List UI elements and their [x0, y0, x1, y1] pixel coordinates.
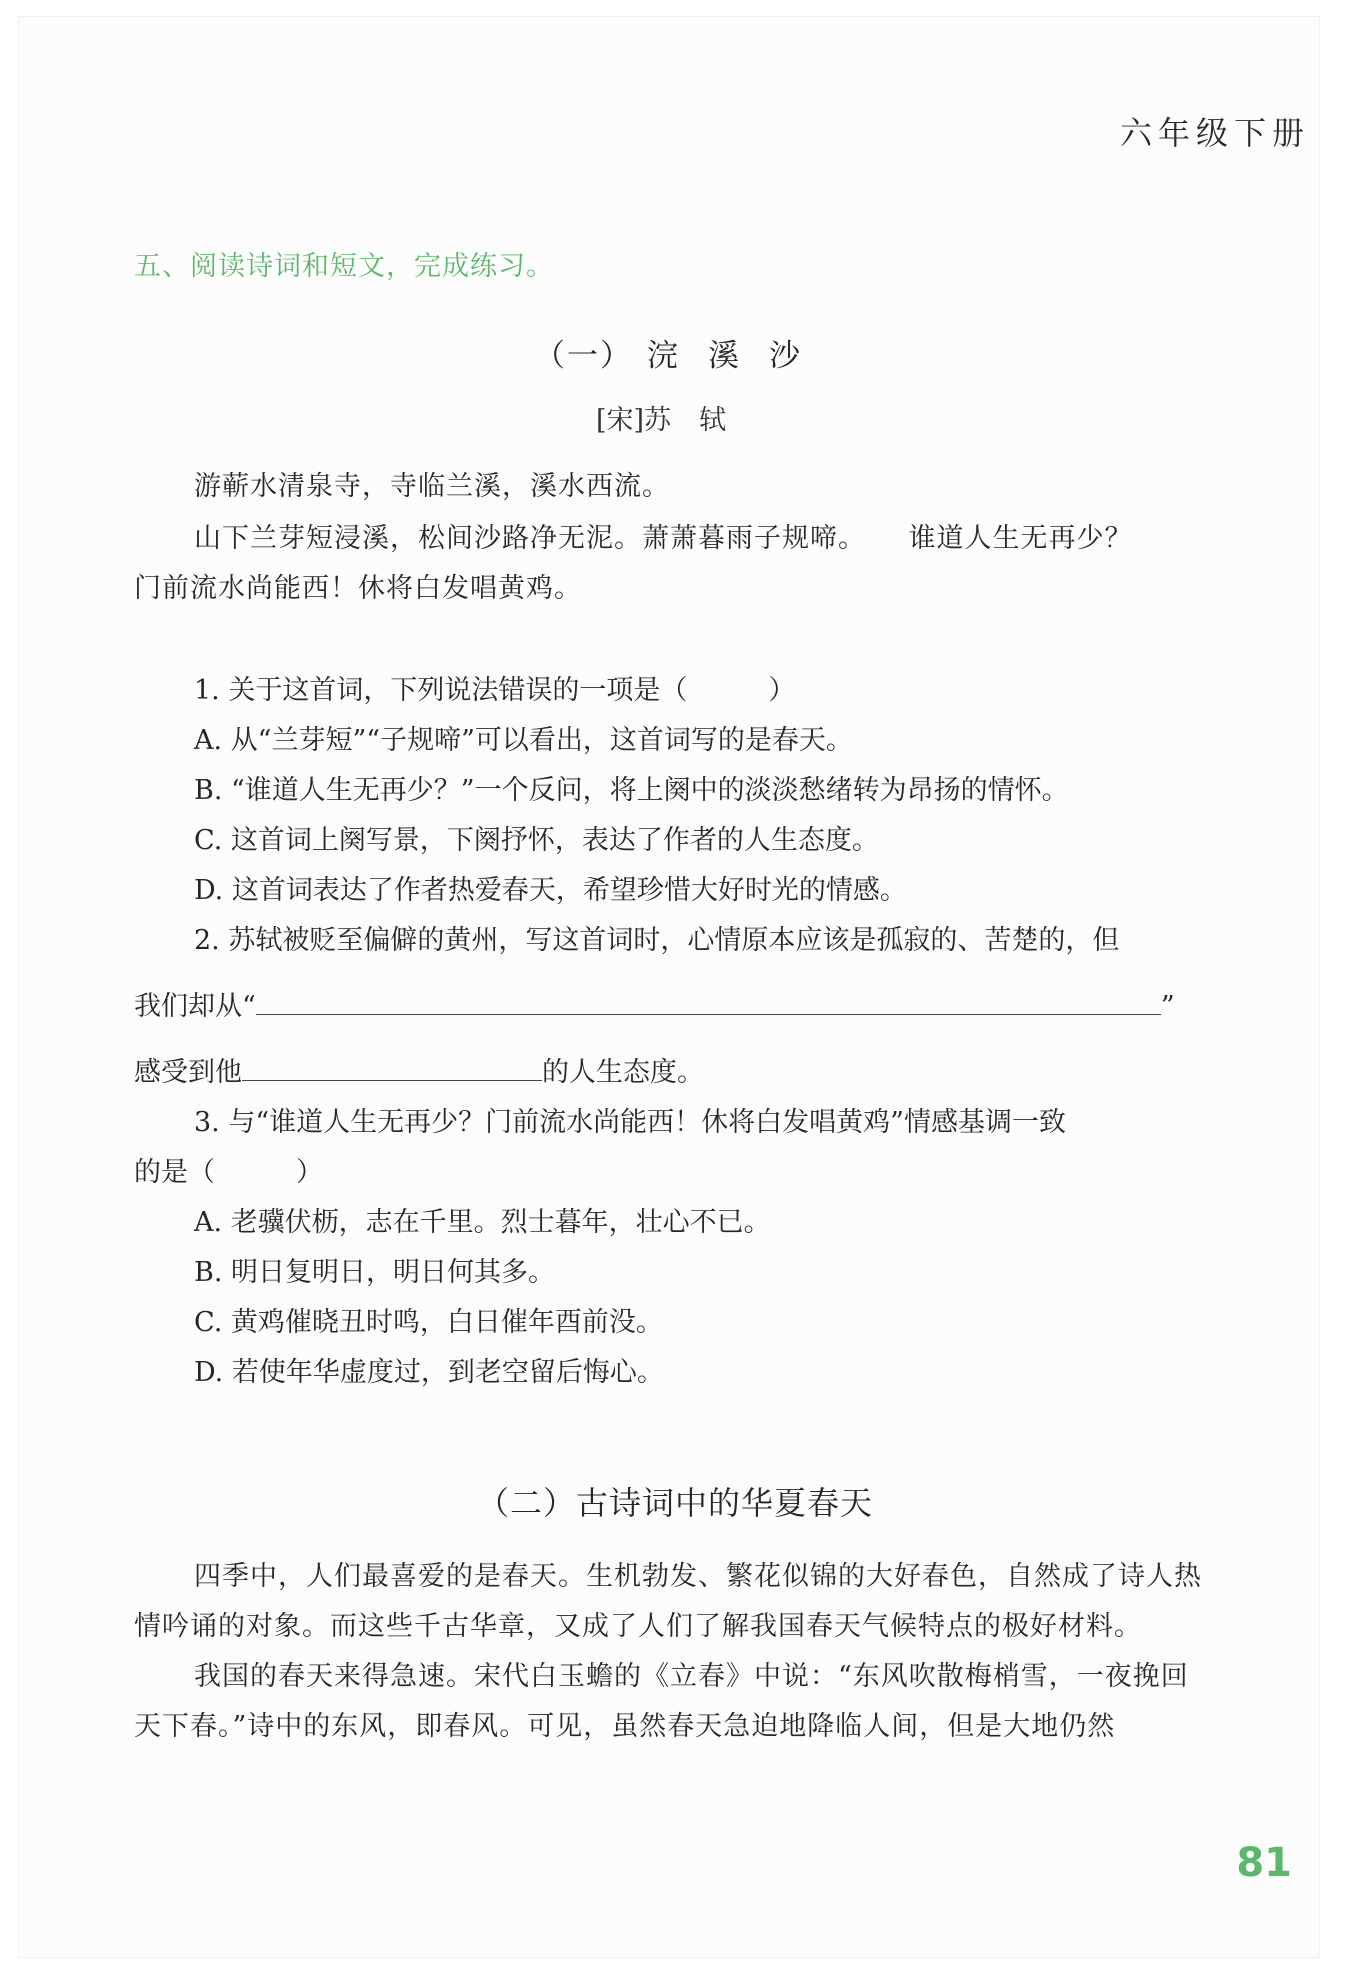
answer-blank[interactable] — [256, 986, 1161, 1015]
question-1-option-b: B. “谁道人生无再少？”一个反问，将上阕中的淡淡愁绪转为昂扬的情怀。 — [194, 775, 1069, 806]
question-2-answer-line-1 — [134, 984, 1202, 1023]
grade-label: 六年级下册 — [1119, 114, 1310, 152]
poem-body — [134, 462, 1202, 614]
question-2-suffix: ” — [1160, 991, 1175, 1022]
question-1-option-a: A. 从“兰芽短”“子规啼”可以看出，这首词写的是春天。 — [194, 725, 853, 756]
question-2-suffix: 的人生态度。 — [542, 1057, 704, 1088]
poem-title-char: 浣 — [647, 338, 680, 374]
poem-title — [0, 330, 1350, 375]
poem-title-char: 溪 — [708, 338, 741, 374]
question-2-prefix: 我们却从“ — [134, 991, 256, 1022]
poem-author — [0, 398, 1350, 437]
page-number: 81 — [1236, 1840, 1292, 1886]
question-1-option-c: C. 这首词上阕写景，下阕抒怀，表达了作者的人生态度。 — [194, 825, 879, 856]
poem-title-prefix: （一） — [534, 338, 633, 374]
question-3-option-b: B. 明日复明日，明日何其多。 — [194, 1257, 556, 1288]
poem-dynasty: [宋] — [595, 405, 645, 436]
article-paragraph: 我国的春天来得急速。宋代白玉蟾的《立春》中说：“东风吹散梅梢雪，一夜挽回天下春。”诗中的东风，即春风。可见，虽然春天急迫地降临人间，但是大地仍然 — [134, 1661, 1189, 1742]
question-3-option-d: D. 若使年华虚度过，到老空留后悔心。 — [194, 1357, 664, 1388]
poem-preface: 游蕲水清泉寺，寺临兰溪，溪水西流。 — [194, 471, 670, 502]
answer-blank[interactable] — [242, 1052, 542, 1081]
question-3-option-a: A. 老骥伏枥，志在千里。烈士暮年，壮心不已。 — [194, 1207, 771, 1238]
question-2-answer-line-2 — [134, 1050, 1202, 1089]
poem-author-name: 苏轼 — [644, 405, 755, 436]
article-paragraph: 四季中，人们最喜爱的是春天。生机勃发、繁花似锦的大好春色，自然成了诗人热情吟诵的对象。而这些千古华章，又成了人们了解我国春天气候特点的极好材料。 — [134, 1561, 1202, 1642]
poem-line: 山下兰芽短浸溪，松间沙路净无泥。萧萧暮雨子规啼。 谁道人生无再少？ — [194, 523, 1133, 554]
question-2-line: 2. 苏轼被贬至偏僻的黄州，写这首词时，心情原本应该是孤寂的、苦楚的，但 — [194, 925, 1120, 956]
question-1-stem: 1. 关于这首词，下列说法错误的一项是（ ） — [194, 675, 796, 706]
section-title: 五、阅读诗词和短文，完成练习。 — [134, 251, 554, 282]
question-1-option-d: D. 这首词表达了作者热爱春天，希望珍惜大好时光的情感。 — [194, 875, 907, 906]
article-body — [134, 1552, 1202, 1752]
question-3-stem: 3. 与“谁道人生无再少？门前流水尚能西！休将白发唱黄鸡”情感基调一致 — [194, 1107, 1066, 1138]
poem-line: 门前流水尚能西！休将白发唱黄鸡。 — [134, 573, 582, 604]
question-3-stem-cont: 的是（ ） — [134, 1157, 323, 1188]
question-2-prefix: 感受到他 — [134, 1057, 242, 1088]
poem-title-char: 沙 — [769, 338, 802, 374]
question-3-option-c: C. 黄鸡催晓丑时鸣，白日催年酉前没。 — [194, 1307, 663, 1338]
article-title: （二）古诗词中的华夏春天 — [476, 1484, 873, 1522]
